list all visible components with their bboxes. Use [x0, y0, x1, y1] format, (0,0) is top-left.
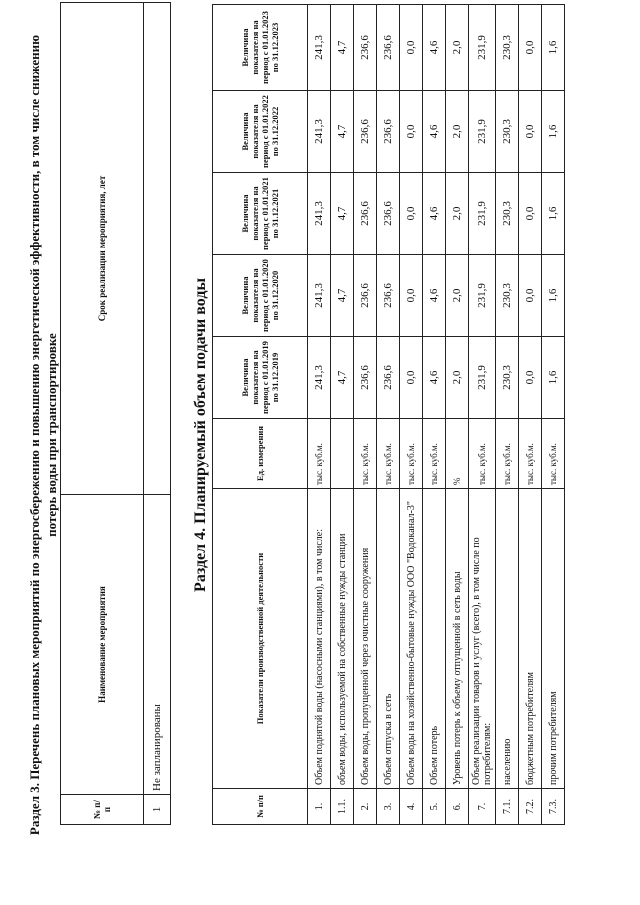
value-2019: 230,3 — [496, 337, 519, 419]
value-2019: 236,6 — [354, 337, 377, 419]
row-number: 7. — [469, 789, 496, 825]
column-header: № п/п — [213, 789, 308, 825]
value-2020: 0,0 — [519, 255, 542, 337]
unit-cell — [331, 419, 354, 489]
indicator-name: Объем отпуска в сеть — [377, 489, 400, 789]
value-2020: 0,0 — [400, 255, 423, 337]
value-2019: 231,9 — [469, 337, 496, 419]
value-2020: 1,6 — [542, 255, 565, 337]
value-2023: 236,6 — [377, 5, 400, 91]
value-2019: 0,0 — [519, 337, 542, 419]
value-2020: 236,6 — [354, 255, 377, 337]
value-2022: 236,6 — [354, 91, 377, 173]
value-2021: 231,9 — [469, 173, 496, 255]
value-2020: 230,3 — [496, 255, 519, 337]
indicator-name: Объем потерь — [423, 489, 446, 789]
table-row — [144, 3, 171, 825]
column-header: Величина показателя на период с 01.01.2022 по 31.12.2022 — [213, 91, 308, 173]
row-number: 3. — [377, 789, 400, 825]
indicator-name: населению — [496, 489, 519, 789]
value-2021: 236,6 — [377, 173, 400, 255]
section4-table — [212, 4, 565, 825]
column-header: Наименование мероприятия — [61, 495, 144, 795]
value-2023: 0,0 — [400, 5, 423, 91]
unit-cell: тыс. куб.м. — [377, 419, 400, 489]
column-header: Показатели производственной деятельности — [213, 489, 308, 789]
value-2021: 241,3 — [308, 173, 331, 255]
value-2019: 236,6 — [377, 337, 400, 419]
measure-term — [144, 3, 171, 495]
column-header: Величина показателя на период с 01.01.2021 по 31.12.2021 — [213, 173, 308, 255]
value-2022: 0,0 — [400, 91, 423, 173]
section3-title: Раздел 3. Перечень плановых мероприятий по энергосбережению и повышению энергетической эффективности, в том числе снижению потерь воды при транспортировке — [27, 34, 59, 836]
value-2021: 0,0 — [519, 173, 542, 255]
value-2022: 4,6 — [423, 91, 446, 173]
value-2020: 236,6 — [377, 255, 400, 337]
unit-cell: тыс. куб.м. — [496, 419, 519, 489]
value-2023: 236,6 — [354, 5, 377, 91]
value-2022: 1,6 — [542, 91, 565, 173]
table-row — [542, 5, 565, 825]
value-2022: 4,7 — [331, 91, 354, 173]
unit-cell: тыс. куб.м. — [308, 419, 331, 489]
column-header: Ед. измерения — [213, 419, 308, 489]
value-2019: 4,7 — [331, 337, 354, 419]
indicator-name: Объем реализации товаров и услуг (всего), в том числе по потребителям: — [469, 489, 496, 789]
row-number: 2. — [354, 789, 377, 825]
table-header-row — [61, 3, 144, 825]
column-header: Величина показателя на период с 01.01.2023 по 31.12.2023 — [213, 5, 308, 91]
section3-table — [60, 2, 171, 825]
value-2019: 0,0 — [400, 337, 423, 419]
value-2021: 4,7 — [331, 173, 354, 255]
unit-cell: тыс. куб.м. — [400, 419, 423, 489]
value-2020: 2,0 — [446, 255, 469, 337]
unit-cell: тыс. куб.м. — [542, 419, 565, 489]
column-header: Величина показателя на период с 01.01.2019 по 31.12.2019 — [213, 337, 308, 419]
value-2021: 4,6 — [423, 173, 446, 255]
indicator-name: Объем поднятой воды (насосными станциями), в том числе: — [308, 489, 331, 789]
row-number: 1. — [308, 789, 331, 825]
value-2023: 2,0 — [446, 5, 469, 91]
value-2020: 241,3 — [308, 255, 331, 337]
table-row — [469, 5, 496, 825]
value-2020: 4,6 — [423, 255, 446, 337]
table-row — [423, 5, 446, 825]
row-number: 7.1. — [496, 789, 519, 825]
section4-title: Раздел 4. Планируемый объем подачи воды — [192, 278, 209, 592]
indicator-name: Объем воды на хозяйственно-бытовые нужды ООО "Водоканал-3" — [400, 489, 423, 789]
row-number: 1.1. — [331, 789, 354, 825]
table-row — [519, 5, 542, 825]
indicator-name: Уровень потерь к объему отпущенной в сеть воды — [446, 489, 469, 789]
value-2023: 231,9 — [469, 5, 496, 91]
value-2019: 1,6 — [542, 337, 565, 419]
unit-cell: тыс. куб.м. — [519, 419, 542, 489]
value-2022: 231,9 — [469, 91, 496, 173]
value-2021: 236,6 — [354, 173, 377, 255]
row-number: 1 — [144, 795, 171, 825]
unit-cell: тыс. куб.м. — [354, 419, 377, 489]
indicator-name: прочим потребителям — [542, 489, 565, 789]
value-2022: 236,6 — [377, 91, 400, 173]
value-2022: 0,0 — [519, 91, 542, 173]
value-2023: 241,3 — [308, 5, 331, 91]
value-2023: 230,3 — [496, 5, 519, 91]
table-row — [308, 5, 331, 825]
unit-cell: % — [446, 419, 469, 489]
indicator-name: объем воды, используемой на собственные нужды станции — [331, 489, 354, 789]
row-number: 7.3. — [542, 789, 565, 825]
value-2021: 1,6 — [542, 173, 565, 255]
value-2023: 4,7 — [331, 5, 354, 91]
table-row — [496, 5, 519, 825]
value-2020: 231,9 — [469, 255, 496, 337]
table-row — [446, 5, 469, 825]
table-row — [400, 5, 423, 825]
row-number: 6. — [446, 789, 469, 825]
table-row — [331, 5, 354, 825]
value-2023: 4,6 — [423, 5, 446, 91]
row-number: 4. — [400, 789, 423, 825]
value-2023: 1,6 — [542, 5, 565, 91]
column-header: Величина показателя на период с 01.01.2020 по 31.12.2020 — [213, 255, 308, 337]
measure-name: Не запланированы — [144, 495, 171, 795]
column-header: № п/п — [61, 795, 144, 825]
row-number: 7.2. — [519, 789, 542, 825]
table-row — [354, 5, 377, 825]
unit-cell: тыс. куб.м. — [469, 419, 496, 489]
value-2021: 0,0 — [400, 173, 423, 255]
value-2022: 2,0 — [446, 91, 469, 173]
value-2023: 0,0 — [519, 5, 542, 91]
table-header-row — [213, 5, 308, 825]
value-2022: 241,3 — [308, 91, 331, 173]
value-2019: 2,0 — [446, 337, 469, 419]
value-2021: 230,3 — [496, 173, 519, 255]
value-2021: 2,0 — [446, 173, 469, 255]
value-2020: 4,7 — [331, 255, 354, 337]
value-2022: 230,3 — [496, 91, 519, 173]
value-2019: 241,3 — [308, 337, 331, 419]
row-number: 5. — [423, 789, 446, 825]
unit-cell: тыс. куб.м. — [423, 419, 446, 489]
table-row — [377, 5, 400, 825]
indicator-name: бюджетным потребителям — [519, 489, 542, 789]
value-2019: 4,6 — [423, 337, 446, 419]
column-header: Срок реализации мероприятия, лет — [61, 3, 144, 495]
indicator-name: Объем воды, пропущенной через очистные сооружения — [354, 489, 377, 789]
